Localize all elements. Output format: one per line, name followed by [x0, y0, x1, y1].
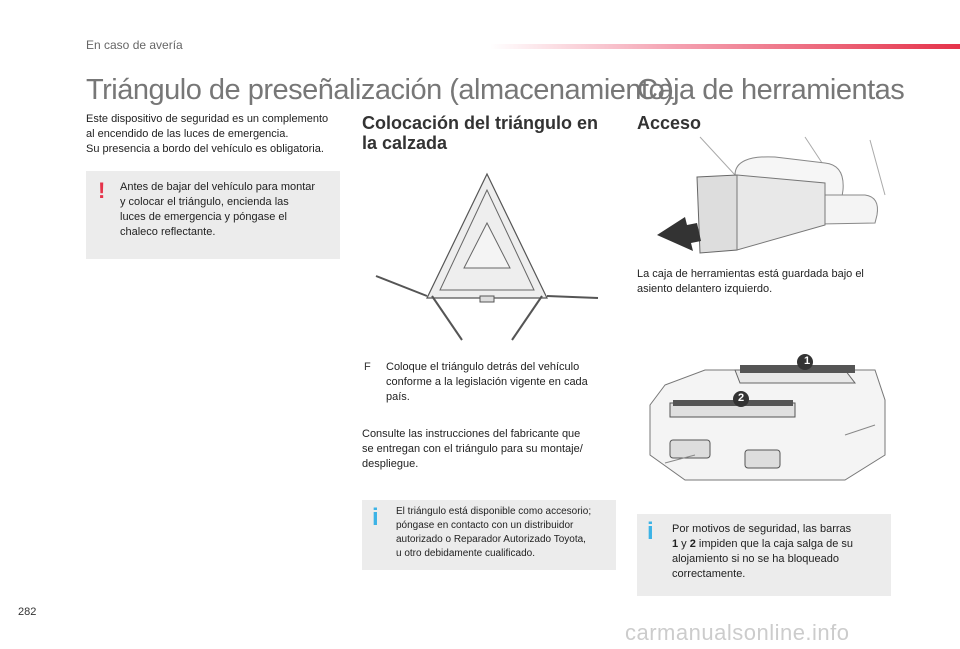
heading-line: Colocación del triángulo en [362, 113, 599, 133]
info-line: alojamiento si no se ha bloqueado [672, 553, 839, 565]
bullet-arrow-icon: F [364, 361, 371, 373]
seat-illustration [655, 135, 890, 265]
warning-line: luces de emergencia y póngase el [120, 211, 287, 223]
accessory-info-box [362, 500, 616, 570]
section-title: En caso de avería [86, 38, 183, 52]
placement-heading [362, 113, 598, 153]
warning-icon: ! [98, 178, 106, 203]
info-line: u otro debidamente cualificado. [396, 548, 535, 559]
callout-2-label: 2 [737, 392, 745, 404]
info-line: Por motivos de seguridad, las barras [672, 523, 852, 535]
bar-1-ref: 1 [672, 538, 679, 550]
warning-line: chaleco reflectante. [120, 226, 216, 238]
warning-text [120, 180, 335, 240]
toolbox-title: Caja de herramientas [637, 74, 905, 106]
info-line: autorizado o Reparador Autorizado Toyota, [396, 534, 586, 545]
warning-line: Antes de bajar del vehículo para montar [120, 181, 316, 193]
consult-line: despliegue. [362, 458, 419, 470]
bullet-line: conforme a la legislación vigente en cada [386, 376, 588, 388]
info-line: póngase en contacto con un distribuidor [396, 520, 574, 531]
intro-line: Su presencia a bordo del vehículo es obligatoria. [86, 143, 324, 155]
bar-2-ref: 2 [689, 538, 696, 550]
desc-line: asiento delantero izquierdo. [637, 283, 773, 295]
warning-triangle-illustration [372, 168, 602, 348]
page-number: 282 [18, 606, 37, 618]
info-icon: i [372, 504, 379, 531]
intro-line: Este dispositivo de seguridad es un complemento [86, 113, 329, 125]
toolbox-illustration [645, 345, 890, 495]
watermark: carmanualsonline.info [625, 620, 850, 645]
triangle-storage-title: Triángulo de preseñalización (almacenamiento) [86, 74, 674, 106]
desc-line: La caja de herramientas está guardada bajo el [637, 268, 864, 280]
bullet-line: Coloque el triángulo detrás del vehículo [386, 361, 580, 373]
bullet-text [386, 360, 614, 405]
toolbox-location-text [637, 267, 892, 297]
conjunction: y [678, 538, 690, 550]
info-line: El triángulo está disponible como accesorio; [396, 506, 592, 517]
info-icon: i [647, 518, 654, 545]
intro-paragraph [86, 112, 346, 157]
bullet-item [364, 360, 614, 405]
callout-1-label: 1 [803, 355, 811, 367]
warning-box [86, 171, 340, 259]
safety-info-text [672, 522, 887, 582]
header-accent-bar [490, 44, 960, 49]
consult-line: Consulte las instrucciones del fabricante que [362, 428, 581, 440]
info-line [672, 537, 887, 552]
intro-line: al encendido de las luces de emergencia. [86, 128, 289, 140]
info-line: correctamente. [672, 568, 746, 580]
access-heading: Acceso [637, 113, 702, 133]
consult-line: se entregan con el triángulo para su montaje/ [362, 443, 583, 455]
accessory-info-text [396, 505, 614, 561]
bullet-line: país. [386, 391, 410, 403]
safety-info-box [637, 514, 891, 596]
heading-line: la calzada [362, 133, 448, 153]
consult-paragraph [362, 427, 612, 472]
warning-line: y colocar el triángulo, encienda las [120, 196, 289, 208]
info-line-rest: impiden que la caja salga de su [695, 538, 854, 550]
